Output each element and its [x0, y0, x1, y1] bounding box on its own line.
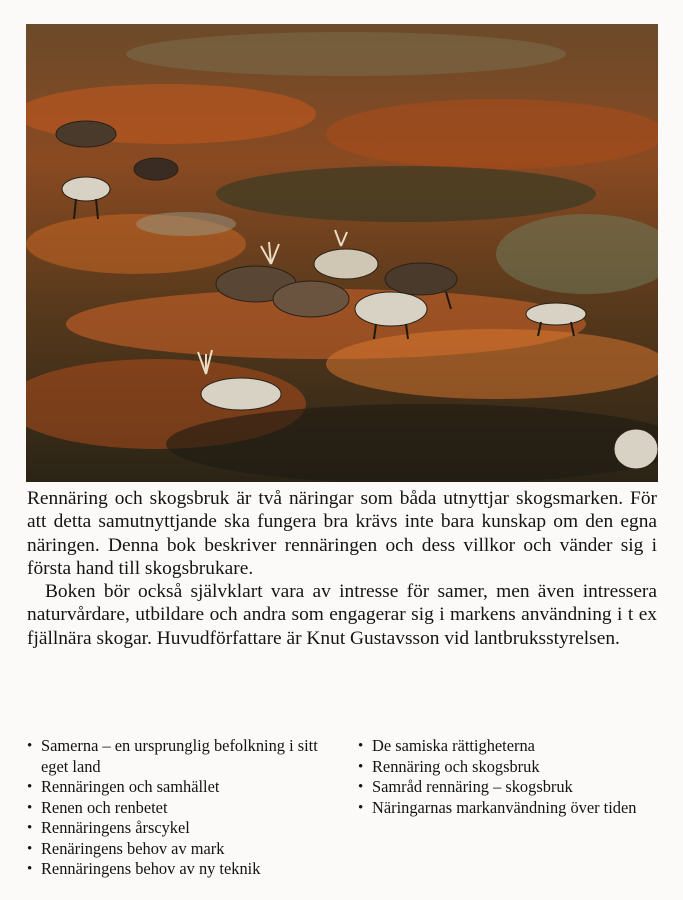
- list-item: • De samiska rättigheterna: [358, 736, 648, 757]
- list-item: • Rennäringens behov av ny teknik: [27, 859, 327, 880]
- list-item: • Samråd rennäring – skogsbruk: [358, 777, 648, 798]
- reindeer-herd-image: [26, 24, 658, 482]
- list-item: • Samerna – en ursprunglig befolkning i sitt eget land: [27, 736, 327, 777]
- list-item: • Rennäring och skogsbruk: [358, 757, 648, 778]
- list-item: • Rennäringen och samhället: [27, 777, 327, 798]
- list-item: • Rennäringens årscykel: [27, 818, 327, 839]
- reindeer-photo: [26, 24, 658, 482]
- list-item: • Näringarnas markanvändning över tiden: [358, 798, 648, 819]
- list-item: • Renäringens behov av mark: [27, 839, 327, 860]
- list-item: • Renen och renbetet: [27, 798, 327, 819]
- audience-paragraph: Boken bör också självklart vara av intresse för samer, men även intressera naturvårdare, utbildare och andra som engagerar sig i markens användning i t ex fjällnära skogar. Huvudförfattare är Knut Gustavsson vid lantbruksstyrelsen.: [27, 581, 657, 649]
- description-text: [27, 487, 657, 650]
- topic-list-right: [358, 736, 648, 818]
- topic-list-left: [27, 736, 327, 880]
- intro-paragraph: Rennäring och skogsbruk är två näringar som båda utnyttjar skogsmarken. För att detta samutnyttjande ska fungera bra krävs inte bara kunskap om den egna näringen. Denna bok beskriver rennäringen och dess villkor och vänder sig i första hand till skogsbrukare.: [27, 488, 657, 579]
